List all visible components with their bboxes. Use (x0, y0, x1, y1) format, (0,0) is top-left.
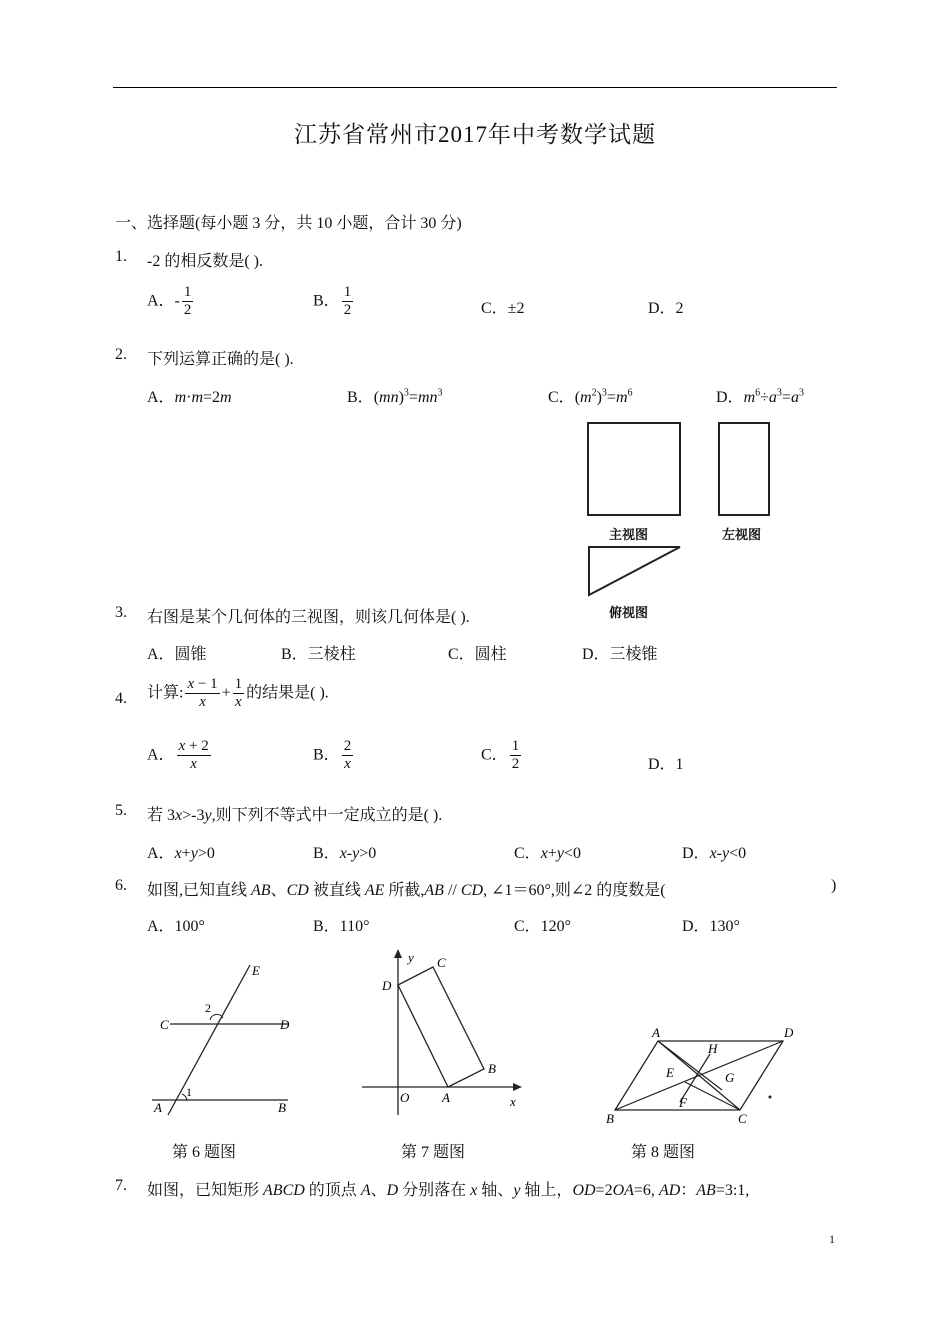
label-d: D (382, 978, 392, 993)
label-c: C (437, 955, 446, 970)
q5-option-a: A．x+y>0 (147, 845, 215, 862)
q6-option-d: D．130° (682, 918, 740, 935)
label-angle-1: 1 (186, 1085, 192, 1099)
q4-option-a: A． $\frac{x + 2}{x}$ (147, 738, 209, 773)
y-axis-arrow (394, 949, 402, 958)
label-angle-2: 2 (205, 1001, 211, 1015)
label-c: C (160, 1017, 169, 1032)
q7-stem: 如图，已知矩形 ABCD 的顶点 A、D 分别落在 x 轴、y 轴上，OD=2OA=6, AD：AB=3:1, (147, 1182, 750, 1199)
q1-option-b: B． $\frac{1}{2}$ (313, 284, 352, 319)
q2-option-d: D．$m^6\div a^3=a^3$ (716, 387, 804, 406)
front-view-square (588, 423, 680, 515)
q4-number: 4. (115, 690, 127, 707)
q3-option-d: D．三棱锥 (582, 646, 658, 663)
q2-option-c: C．$(m^2)^3=m^6$ (548, 387, 633, 406)
left-view-rect (719, 423, 769, 515)
q3-number: 3. (115, 604, 127, 621)
figure-7-caption: 第 7 题图 (401, 1144, 466, 1161)
label-b: B (278, 1100, 286, 1115)
q1-option-a: A．- $\frac{1}{2}$ (147, 284, 192, 319)
q3-three-views (580, 415, 780, 625)
q4-stem: 计算: $\frac{x - 1}{x}$ + $\frac{1}{x}$ 的结果是( ). (147, 676, 329, 711)
q3-option-b: B．三棱柱 (281, 646, 356, 663)
q3-stem: 右图是某个几何体的三视图，则该几何体是( ). (147, 609, 470, 626)
top-view-label: 俯视图 (609, 606, 649, 621)
figure-7 (360, 945, 530, 1120)
front-view-label: 主视图 (609, 528, 649, 543)
q1-stem: -2 的相反数是( ). (147, 253, 263, 270)
page-number: 1 (829, 1232, 835, 1246)
q6-stem-close: ) (831, 877, 837, 894)
label-f: F (679, 1095, 687, 1110)
label-a: A (442, 1090, 450, 1105)
stray-dot (769, 1096, 772, 1099)
q7-number: 7. (115, 1177, 127, 1194)
q5-option-c: C．x+y<0 (514, 845, 581, 862)
label-y: y (408, 950, 414, 965)
q5-option-b: B．x-y>0 (313, 845, 377, 862)
q2-stem: 下列运算正确的是( ). (147, 351, 294, 368)
q6-stem: 如图,已知直线 AB、CD 被直线 AE 所截,AB // CD, ∠1＝60°,则∠2 的度数是( (147, 882, 666, 899)
x-axis-arrow (513, 1083, 522, 1091)
q5-option-d: D．x-y<0 (682, 845, 747, 862)
label-a: A (154, 1100, 162, 1115)
q1-option-c: C．±2 (481, 300, 525, 317)
q4-option-c: C． $\frac{1}{2}$ (481, 738, 520, 773)
q2-option-a: A．m·m=2m (147, 389, 232, 406)
label-e: E (666, 1065, 674, 1080)
label-h: H (708, 1041, 718, 1056)
figure-6-caption: 第 6 题图 (172, 1144, 237, 1161)
figure-8-caption: 第 8 题图 (631, 1144, 696, 1161)
page-title: 江苏省常州市2017年中考数学试题 (294, 122, 656, 147)
label-b: B (488, 1061, 496, 1076)
q1-option-d: D．2 (648, 300, 684, 317)
q5-stem: 若 3x>-3y,则下列不等式中一定成立的是( ). (147, 807, 443, 824)
figure-6 (150, 955, 300, 1125)
label-o: O (400, 1090, 410, 1105)
label-g: G (725, 1070, 735, 1085)
label-d: D (280, 1017, 290, 1032)
label-x: x (510, 1094, 516, 1109)
q6-option-a: A．100° (147, 918, 205, 935)
figure-8 (600, 1020, 810, 1130)
q6-option-c: C．120° (514, 918, 572, 935)
label-d: D (784, 1025, 794, 1040)
label-b: B (606, 1111, 614, 1126)
top-view-triangle (589, 547, 680, 595)
line-ae (168, 965, 250, 1115)
left-view-label: 左视图 (722, 528, 762, 543)
q5-number: 5. (115, 802, 127, 819)
q4-option-d: D．1 (648, 756, 684, 773)
section-heading: 一、选择题(每小题 3 分，共 10 小题，合计 30 分) (115, 215, 462, 232)
label-e: E (252, 963, 260, 978)
q2-number: 2. (115, 346, 127, 363)
q1-number: 1. (115, 248, 127, 265)
label-a: A (652, 1025, 660, 1040)
rectangle-abcd (398, 967, 484, 1087)
q2-option-b: B．$(mn)^3=mn^3$ (347, 387, 443, 406)
q6-option-b: B．110° (313, 918, 370, 935)
header-rule (113, 87, 837, 88)
q3-option-c: C．圆柱 (448, 646, 507, 663)
q3-option-a: A．圆锥 (147, 646, 207, 663)
diagonal-bd (615, 1041, 783, 1110)
label-c: C (738, 1111, 747, 1126)
q4-option-b: B． $\frac{2}{x}$ (313, 738, 352, 773)
q6-number: 6. (115, 877, 127, 894)
